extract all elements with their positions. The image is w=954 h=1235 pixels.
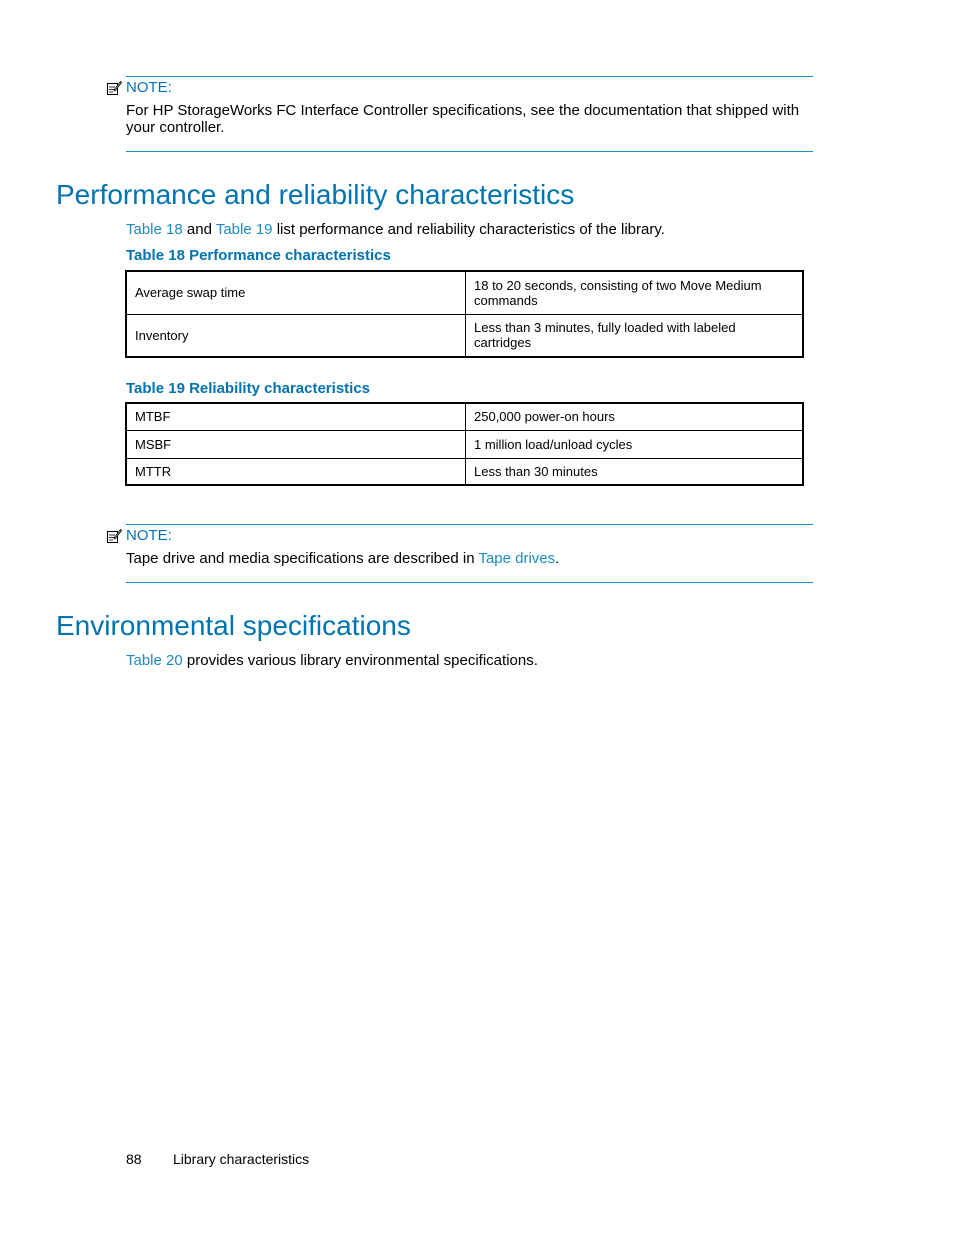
intro-rest-text: list performance and reliability characteristics of the library. <box>272 221 665 238</box>
table-cell: MTBF <box>126 403 466 430</box>
note-label: NOTE: <box>126 527 172 544</box>
note-top-rule <box>126 76 813 77</box>
table-cell: Inventory <box>126 314 466 357</box>
footer-chapter-title: Library characteristics <box>173 1151 310 1167</box>
performance-table <box>125 270 804 358</box>
note-body-text: Tape drive and media specifications are described in <box>126 550 479 567</box>
section-intro-performance <box>126 221 665 238</box>
table-cell: Average swap time <box>126 271 466 314</box>
table-row <box>126 458 803 485</box>
reliability-table <box>125 402 804 486</box>
table-cell: MTTR <box>126 458 466 485</box>
note-bottom-rule <box>126 582 813 583</box>
table-row <box>126 403 803 430</box>
table-row <box>126 430 803 458</box>
section-intro-environmental <box>126 652 538 669</box>
table-cell: 1 million load/unload cycles <box>466 430 804 458</box>
table-cell: 250,000 power-on hours <box>466 403 804 430</box>
intro-and-text: and <box>182 221 216 238</box>
note-header <box>106 526 172 546</box>
section-heading-environmental: Environmental specifications <box>56 610 411 641</box>
page-number: 88 <box>126 1151 142 1167</box>
note-pencil-icon <box>106 528 122 544</box>
table-row <box>126 314 803 357</box>
intro-rest-text: provides various library environmental specifications. <box>182 652 538 669</box>
note-header <box>106 78 172 98</box>
table-cell: Less than 3 minutes, fully loaded with labeled cartridges <box>466 314 804 357</box>
table-18-link[interactable]: Table 18 <box>126 221 183 238</box>
tape-drives-link[interactable]: Tape drives <box>478 550 556 567</box>
table-19-caption: Table 19 Reliability characteristics <box>126 380 371 397</box>
table-cell: 18 to 20 seconds, consisting of two Move Medium commands <box>466 271 804 314</box>
table-cell: MSBF <box>126 430 466 458</box>
note-body-period: . <box>555 550 560 567</box>
note-label: NOTE: <box>126 79 172 96</box>
note-body <box>126 550 559 567</box>
note-top-rule <box>126 524 813 525</box>
table-19-link[interactable]: Table 19 <box>215 221 273 238</box>
table-cell: Less than 30 minutes <box>466 458 804 485</box>
table-row <box>126 271 803 314</box>
note-bottom-rule <box>126 151 813 152</box>
section-heading-performance: Performance and reliability characteristics <box>56 179 575 210</box>
table-18-caption: Table 18 Performance characteristics <box>126 247 391 264</box>
note-body: For HP StorageWorks FC Interface Controller specifications, see the documentation that shipped with your controller. <box>126 102 800 136</box>
table-20-link[interactable]: Table 20 <box>126 652 183 669</box>
note-pencil-icon <box>106 80 122 96</box>
